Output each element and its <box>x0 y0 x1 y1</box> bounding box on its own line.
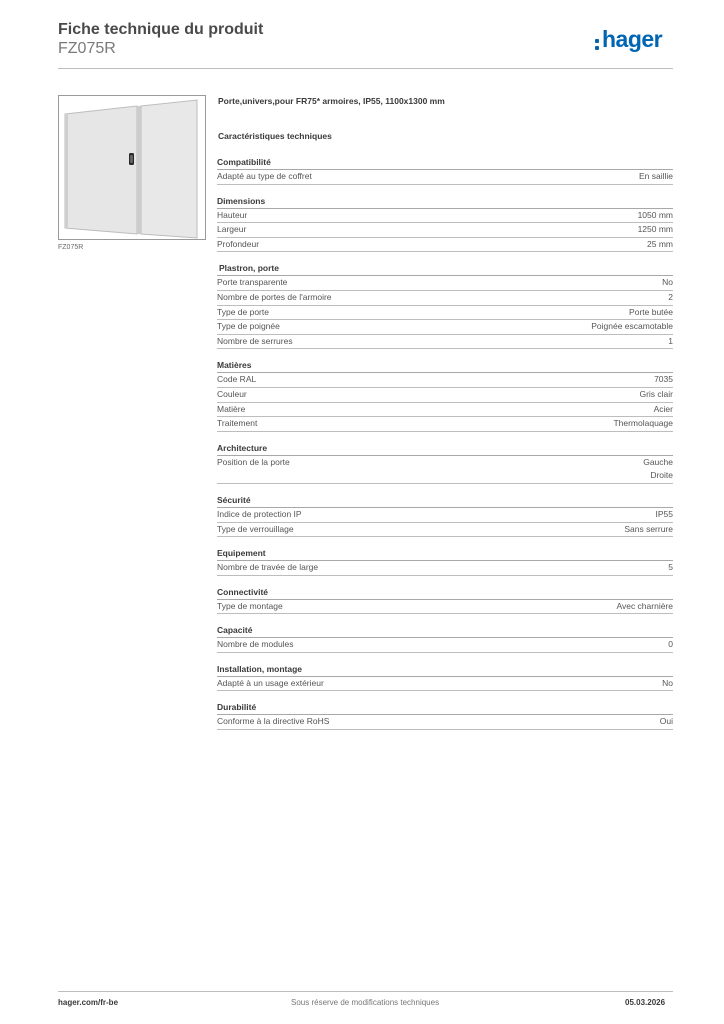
product-description: Porte,univers,pour FR75* armoires, IP55, 1100x1300 mm <box>218 96 445 106</box>
spec-row <box>217 523 673 538</box>
footer-divider <box>58 991 673 992</box>
spec-value <box>668 335 673 349</box>
spec-value <box>591 320 673 334</box>
spec-value-line: 1 <box>668 335 673 346</box>
spec-row <box>217 291 673 306</box>
spec-value-line: Oui <box>659 716 673 727</box>
spec-group <box>217 624 673 653</box>
spec-label: Nombre de portes de l'armoire <box>217 291 332 302</box>
spec-row <box>217 715 673 730</box>
spec-value <box>616 600 673 614</box>
spec-value-line: No <box>662 677 673 688</box>
logo-dots-icon <box>594 33 602 51</box>
right-door <box>141 100 197 238</box>
spec-table <box>217 156 673 740</box>
spec-value <box>656 508 674 522</box>
specs-heading: Caractéristiques techniques <box>218 131 332 141</box>
spec-value-line: Sans serrure <box>624 523 673 534</box>
spec-value-line: Droite <box>650 470 673 481</box>
spec-label: Indice de protection IP <box>217 508 302 519</box>
spec-value-line: Thermolaquage <box>613 418 673 429</box>
spec-row <box>217 417 673 432</box>
spec-value <box>668 561 673 575</box>
spec-row <box>217 561 673 576</box>
spec-group <box>217 663 673 692</box>
spec-group-title: Installation, montage <box>217 663 673 677</box>
spec-value <box>629 306 673 320</box>
spec-value <box>660 715 673 729</box>
spec-value-line: Porte butée <box>629 306 673 317</box>
spec-value <box>647 238 673 252</box>
footer-website-link[interactable]: hager.com/fr-be <box>58 998 119 1007</box>
spec-row <box>217 276 673 291</box>
spec-value-line: IP55 <box>655 508 673 519</box>
spec-label: Code RAL <box>217 374 257 385</box>
spec-value <box>662 276 673 290</box>
spec-value <box>638 209 673 223</box>
cabinet-doors-illustration <box>59 96 205 239</box>
spec-label: Position de la porte <box>217 456 290 467</box>
spec-label: Nombre de serrures <box>217 335 293 346</box>
spec-group <box>217 195 673 253</box>
spec-row <box>217 403 673 418</box>
spec-value-line: Gauche <box>643 456 673 467</box>
spec-value-line: En saillie <box>638 171 673 181</box>
spec-value-line: 7035 <box>654 374 673 385</box>
spec-value-line: Poignée escamotable <box>591 321 673 332</box>
spec-label: Type de verrouillage <box>217 523 294 534</box>
spec-value-line: 1250 mm <box>637 224 673 235</box>
spec-value-line: 2 <box>668 291 673 302</box>
spec-label: Hauteur <box>217 209 248 220</box>
spec-row <box>217 373 673 388</box>
spec-group-title: Capacité <box>217 624 673 638</box>
product-code: FZ075R <box>58 40 116 57</box>
spec-value <box>624 523 673 537</box>
spec-group-title: Sécurité <box>217 494 673 508</box>
spec-label: Nombre de modules <box>217 639 294 650</box>
left-door <box>65 106 137 234</box>
spec-label: Type de poignée <box>217 321 280 332</box>
spec-row <box>217 223 673 238</box>
spec-label: Type de montage <box>217 600 283 611</box>
spec-group-title: Plastron, porte <box>217 262 673 276</box>
header-divider <box>58 68 673 69</box>
spec-value-line: 5 <box>668 562 673 573</box>
spec-value <box>639 170 673 184</box>
hager-logo[interactable] <box>594 28 662 51</box>
footer-date: 05.03.2026 <box>625 998 666 1007</box>
spec-row <box>217 170 673 185</box>
spec-label: Largeur <box>217 224 247 235</box>
spec-group-title: Equipement <box>217 547 673 561</box>
handle-inset <box>130 155 133 163</box>
spec-row <box>217 306 673 321</box>
spec-label: Adapté au type de coffret <box>217 171 312 181</box>
spec-group-title: Matières <box>217 359 673 373</box>
spec-value-line: Gris clair <box>639 388 673 399</box>
spec-value-line: Avec charnière <box>616 600 673 611</box>
spec-row <box>217 677 673 692</box>
spec-value <box>654 373 673 387</box>
spec-label: Couleur <box>217 388 247 399</box>
spec-group <box>217 156 673 185</box>
footer-disclaimer: Sous réserve de modifications techniques <box>291 998 440 1007</box>
spec-label: Matière <box>217 403 246 414</box>
spec-row <box>217 335 673 350</box>
spec-value <box>639 388 673 402</box>
product-image <box>58 95 206 240</box>
spec-group-title: Dimensions <box>217 195 673 209</box>
spec-label: Adapté à un usage extérieur <box>217 677 324 688</box>
spec-row <box>217 600 673 615</box>
page-title: Fiche technique du produit <box>58 21 264 38</box>
spec-group <box>217 586 673 615</box>
spec-label: Porte transparente <box>217 277 288 288</box>
spec-value <box>668 638 673 652</box>
spec-label: Conforme à la directive RoHS <box>217 716 330 727</box>
spec-label: Traitement <box>217 418 258 429</box>
spec-group <box>217 494 673 537</box>
spec-value-line: Acier <box>653 403 673 414</box>
image-caption: FZ075R <box>58 244 84 251</box>
spec-value-line: 25 mm <box>647 238 673 249</box>
spec-row <box>217 320 673 335</box>
spec-row <box>217 456 673 484</box>
spec-group-title: Durabilité <box>217 701 673 715</box>
spec-group-title: Compatibilité <box>217 156 673 170</box>
spec-value <box>638 223 673 237</box>
spec-row <box>217 508 673 523</box>
spec-group <box>217 442 673 484</box>
door-gap <box>137 106 141 234</box>
left-door-edge <box>65 114 68 229</box>
spec-value <box>668 291 673 305</box>
spec-value <box>643 456 673 483</box>
spec-row <box>217 388 673 403</box>
spec-label: Type de porte <box>217 306 269 317</box>
spec-row <box>217 209 673 224</box>
spec-value-line: 0 <box>668 639 673 650</box>
spec-group <box>217 262 673 349</box>
spec-group <box>217 701 673 730</box>
spec-group <box>217 359 673 431</box>
spec-label: Nombre de travée de large <box>217 562 319 573</box>
spec-value-line: 1050 mm <box>637 209 673 220</box>
spec-row <box>217 238 673 253</box>
spec-value-line: No <box>662 277 673 288</box>
spec-group-title: Connectivité <box>217 586 673 600</box>
logo-text: hager <box>602 26 663 52</box>
spec-group <box>217 547 673 576</box>
spec-value <box>662 677 673 691</box>
spec-row <box>217 638 673 653</box>
spec-group-title: Architecture <box>217 442 673 456</box>
spec-label: Profondeur <box>217 238 260 249</box>
spec-value <box>654 403 673 417</box>
spec-value <box>613 417 673 431</box>
